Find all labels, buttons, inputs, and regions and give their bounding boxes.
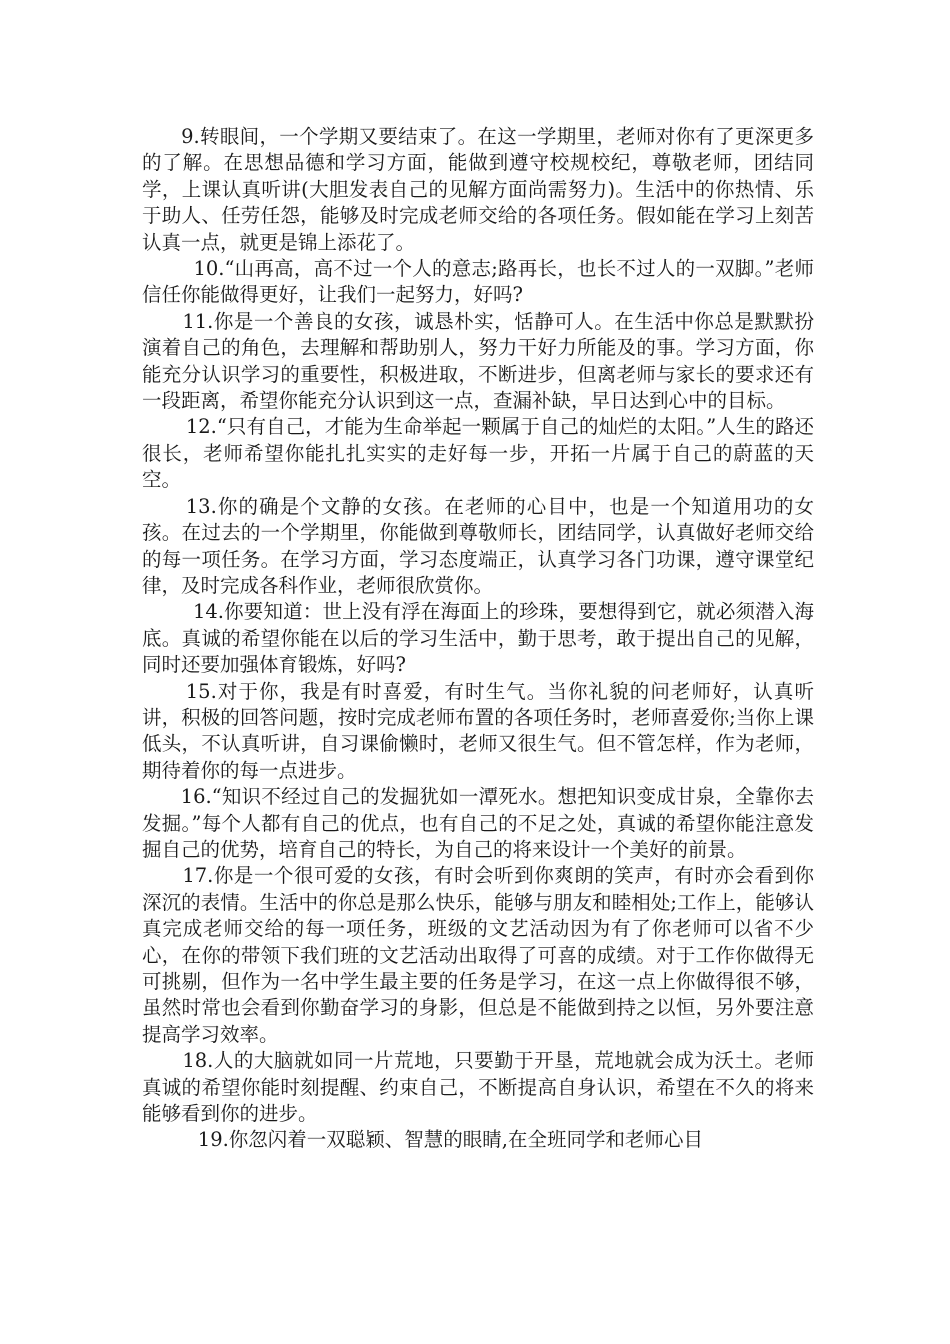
paragraph-17: 17.你是一个很可爱的女孩，有时会听到你爽朗的笑声，有时亦会看到你深沉的表情。生活中的你总是那么快乐，能够与朋友和睦相处;工作上，能够认真完成老师交给的每一项任务，班级的文艺活动因为有了你老师可以省不少心，在你的带领下我们班的文艺活动出取得了可喜的成绩。对于工作你做得无可挑剔，但作为一名中学生最主要的任务是学习，在这一点上你做得很不够，虽然时常也会看到你勤奋学习的身影，但总是不能做到持之以恒，另外要注意提高学习效率。 — [142, 864, 814, 1046]
paragraph-11: 11.你是一个善良的女孩，诚恳朴实，恬静可人。在生活中你总是默默扮演着自己的角色，去理解和帮助别人，努力干好力所能及的事。学习方面，你能充分认识学习的重要性，积极进取，不断进步，但离老师与家长的要求还有一段距离，希望你能充分认识到这一点，查漏补缺，早日达到心中的目标。 — [142, 309, 814, 413]
paragraph-9: 9.转眼间，一个学期又要结束了。在这一学期里，老师对你有了更深更多的了解。在思想品德和学习方面，能做到遵守校规校纪，尊敬老师，团结同学，上课认真听讲(大胆发表自己的见解方面尚需努力)。生活中的你热情、乐于助人、任劳任怨，能够及时完成老师交给的各项任务。假如能在学习上刻苦认真一点，就更是锦上添花了。 — [142, 125, 814, 254]
paragraph-16: 16.“知识不经过自己的发掘犹如一潭死水。想把知识变成甘泉，全靠你去发掘。”每个人都有自己的优点，也有自己的不足之处，真诚的希望你能注意发掘自己的优势，培育自己的特长，为自己的将来设计一个美好的前景。 — [142, 785, 814, 861]
document-body — [142, 124, 814, 1154]
paragraph-18: 18.人的大脑就如同一片荒地，只要勤于开垦，荒地就会成为沃土。老师真诚的希望你能时刻提醒、约束自己，不断提高自身认识，希望在不久的将来能够看到你的进步。 — [142, 1049, 814, 1126]
paragraph-13: 13.你的确是个文静的女孩。在老师的心目中，也是一个知道用功的女孩。在过去的一个学期里，你能做到尊敬师长，团结同学，认真做好老师交给的每一项任务。在学习方面，学习态度端正，认真学习各门功课，遵守课堂纪律，及时完成各科作业，老师很欣赏你。 — [142, 494, 814, 597]
paragraph-10: 10.“山再高，高不过一个人的意志;路再长，也长不过人的一双脚。”老师信任你能做得更好，让我们一起努力，好吗? — [142, 257, 814, 307]
paragraph-12: 12.“只有自己，才能为生命举起一颗属于自己的灿烂的太阳。”人生的路还很长，老师希望你能扎扎实实的走好每一步，开拓一片属于自己的蔚蓝的天空。 — [142, 415, 815, 492]
paragraph-14: 14.你要知道：世上没有浮在海面上的珍珠，要想得到它，就必须潜入海底。真诚的希望你能在以后的学习生活中，勤于思考，敢于提出自己的见解，同时还要加强体育锻炼，好吗? — [142, 600, 814, 677]
paragraph-19: 19.你忽闪着一双聪颖、智慧的眼睛,在全班同学和老师心目 — [142, 1128, 704, 1152]
paragraph-15: 15.对于你，我是有时喜爱，有时生气。当你礼貌的问老师好，认真听讲，积极的回答问题，按时完成老师布置的各项任务时，老师喜爱你;当你上课低头，不认真听讲，自习课偷懒时，老师又很生气。但不管怎样，作为老师，期待着你的每一点进步。 — [142, 679, 814, 782]
